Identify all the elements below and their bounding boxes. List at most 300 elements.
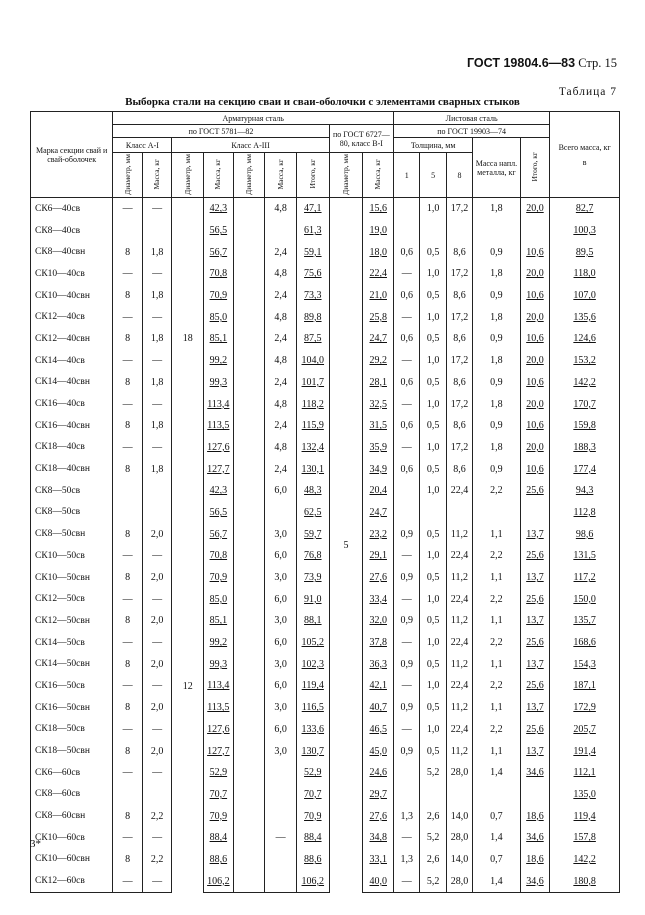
row-mark: СК16—50свн (31, 697, 113, 719)
cell-arm-total: 75,6 (296, 263, 329, 285)
cell-a1-diam: — (113, 675, 143, 697)
cell-a3-mass-2 (265, 805, 297, 827)
cell-a1-mass: 1,8 (142, 415, 172, 437)
table-row (31, 545, 620, 567)
cell-sheet-total: 20,0 (520, 437, 550, 459)
cell-a3-diam-merged: 18 (172, 198, 204, 480)
cell-arm-total: 61,3 (296, 220, 329, 242)
cell-t8: 22,4 (446, 632, 472, 654)
cell-t5 (420, 220, 446, 242)
cell-a1-diam: — (113, 762, 143, 784)
cell-t5: 0,5 (420, 241, 446, 263)
cell-b1-mass: 27,6 (363, 805, 394, 827)
cell-t8: 11,2 (446, 523, 472, 545)
row-mark: СК16—50св (31, 675, 113, 697)
cell-sheet-total (520, 784, 550, 806)
cell-t1: 0,6 (394, 285, 420, 307)
table-row (31, 198, 620, 220)
cell-sheet-total: 25,6 (520, 480, 550, 502)
cell-grand-total: 153,2 (550, 350, 620, 372)
cell-arm-total: 59,7 (296, 523, 329, 545)
row-mark: СК14—40св (31, 350, 113, 372)
cell-a3-diam-2 (233, 415, 265, 437)
cell-grand-total: 188,3 (550, 437, 620, 459)
table-row (31, 502, 620, 524)
cell-a3-mass: 88,4 (204, 827, 234, 849)
cell-t1 (394, 784, 420, 806)
cell-a1-mass: — (142, 350, 172, 372)
row-mark: СК8—50св (31, 502, 113, 524)
cell-t8 (446, 784, 472, 806)
col-gost-19903: по ГОСТ 19903—74 (394, 125, 550, 138)
cell-a3-diam-2 (233, 306, 265, 328)
cell-b1-mass: 37,8 (363, 632, 394, 654)
cell-arm-total: 88,1 (296, 610, 329, 632)
cell-weld-mass: 0,9 (473, 328, 520, 350)
cell-arm-total: 52,9 (296, 762, 329, 784)
cell-a3-diam-2 (233, 393, 265, 415)
cell-t5: 1,0 (420, 437, 446, 459)
cell-t8: 28,0 (446, 870, 472, 892)
cell-sheet-total: 13,7 (520, 610, 550, 632)
cell-sheet-total: 13,7 (520, 523, 550, 545)
cell-t5 (420, 502, 446, 524)
cell-t1: — (394, 632, 420, 654)
cell-grand-total: 124,6 (550, 328, 620, 350)
cell-a3-mass-2: 2,4 (265, 458, 297, 480)
cell-t5: 1,0 (420, 719, 446, 741)
cell-a1-mass: — (142, 198, 172, 220)
col-a1-diam (113, 153, 143, 198)
cell-b1-mass: 20,4 (363, 480, 394, 502)
table-row (31, 372, 620, 394)
cell-a3-mass-2 (265, 762, 297, 784)
cell-a1-diam: 8 (113, 610, 143, 632)
cell-sheet-total: 10,6 (520, 372, 550, 394)
cell-weld-mass: 1,8 (473, 263, 520, 285)
cell-a3-diam-2 (233, 588, 265, 610)
cell-a3-mass-2: 2,4 (265, 285, 297, 307)
cell-sheet-total: 20,0 (520, 198, 550, 220)
cell-a3-diam-2 (233, 437, 265, 459)
cell-a1-diam: 8 (113, 415, 143, 437)
cell-a1-mass: 1,8 (142, 285, 172, 307)
cell-a1-diam: — (113, 350, 143, 372)
cell-arm-total: 130,7 (296, 740, 329, 762)
cell-b1-mass: 23,2 (363, 523, 394, 545)
col-weld-mass: Масса напл. металла, кг (473, 138, 520, 198)
cell-t1: — (394, 827, 420, 849)
cell-arm-total: 88,6 (296, 849, 329, 871)
cell-a1-mass: 2,0 (142, 567, 172, 589)
table-row (31, 393, 620, 415)
cell-a3-diam-2 (233, 653, 265, 675)
b1-mass-label: Масса, кг (373, 158, 383, 190)
cell-t5: 1,0 (420, 632, 446, 654)
cell-weld-mass: 1,8 (473, 306, 520, 328)
table-body (31, 198, 620, 893)
table-title: Выборка стали на секцию сваи и сваи-оболочки с элементами сварных стыков (125, 96, 520, 108)
cell-sheet-total: 25,6 (520, 588, 550, 610)
col-t8 (446, 153, 472, 198)
cell-a1-mass: 2,0 (142, 523, 172, 545)
cell-weld-mass (473, 502, 520, 524)
cell-t5: 0,5 (420, 653, 446, 675)
cell-a1-mass: — (142, 545, 172, 567)
col-grand-total (550, 112, 620, 198)
table-row (31, 350, 620, 372)
cell-grand-total: 135,6 (550, 306, 620, 328)
cell-a1-diam: 8 (113, 849, 143, 871)
cell-t8: 22,4 (446, 719, 472, 741)
cell-weld-mass: 2,2 (473, 632, 520, 654)
cell-t8: 17,2 (446, 306, 472, 328)
cell-b1-mass: 42,1 (363, 675, 394, 697)
cell-t8: 28,0 (446, 827, 472, 849)
cell-grand-total: 112,8 (550, 502, 620, 524)
cell-a3-mass-2: 4,8 (265, 437, 297, 459)
row-mark: СК10—50св (31, 545, 113, 567)
cell-b1-mass: 32,0 (363, 610, 394, 632)
cell-a3-mass: 99,3 (204, 372, 234, 394)
cell-grand-total: 112,1 (550, 762, 620, 784)
cell-t1: — (394, 588, 420, 610)
cell-t8: 14,0 (446, 805, 472, 827)
row-mark: СК10—60свн (31, 849, 113, 871)
cell-a3-diam-2 (233, 285, 265, 307)
cell-grand-total: 177,4 (550, 458, 620, 480)
col-mark: Марка секции свай и свай-оболочек (31, 112, 113, 198)
cell-a1-mass (142, 784, 172, 806)
cell-a1-mass: 1,8 (142, 458, 172, 480)
cell-a3-mass: 113,4 (204, 393, 234, 415)
cell-t8: 8,6 (446, 415, 472, 437)
cell-t5: 0,5 (420, 415, 446, 437)
cell-a3-mass-2 (265, 784, 297, 806)
cell-t1: 0,6 (394, 328, 420, 350)
cell-a3-mass: 42,3 (204, 198, 234, 220)
cell-t8: 11,2 (446, 653, 472, 675)
cell-a1-mass: — (142, 762, 172, 784)
table-row (31, 719, 620, 741)
cell-a1-diam: — (113, 870, 143, 892)
cell-t8: 8,6 (446, 241, 472, 263)
cell-arm-total: 48,3 (296, 480, 329, 502)
cell-t5: 1,0 (420, 198, 446, 220)
col-sheet: Листовая сталь (394, 112, 550, 125)
cell-t1: 0,6 (394, 372, 420, 394)
cell-grand-total: 205,7 (550, 719, 620, 741)
cell-a3-diam-merged-2: 12 (172, 480, 204, 893)
cell-arm-total: 101,7 (296, 372, 329, 394)
cell-b1-mass: 28,1 (363, 372, 394, 394)
row-mark: СК10—60св (31, 827, 113, 849)
cell-weld-mass: 1,8 (473, 393, 520, 415)
cell-a3-diam-2 (233, 567, 265, 589)
row-mark: СК16—40св (31, 393, 113, 415)
cell-t5: 0,5 (420, 740, 446, 762)
cell-a3-diam-2 (233, 241, 265, 263)
cell-t1 (394, 480, 420, 502)
row-mark: СК12—40св (31, 306, 113, 328)
cell-sheet-total (520, 220, 550, 242)
cell-a1-mass: 2,0 (142, 653, 172, 675)
a3-diam2-label: Диаметр, мм (243, 153, 253, 195)
cell-b1-mass: 31,5 (363, 415, 394, 437)
row-mark: СК18—50св (31, 719, 113, 741)
cell-sheet-total: 20,0 (520, 306, 550, 328)
cell-grand-total: 157,8 (550, 827, 620, 849)
cell-a3-mass: 127,7 (204, 740, 234, 762)
col-armature: Арматурная сталь (113, 112, 394, 125)
table-row (31, 697, 620, 719)
cell-t8: 14,0 (446, 849, 472, 871)
cell-a1-diam: — (113, 306, 143, 328)
cell-t8: 8,6 (446, 285, 472, 307)
page-header (467, 56, 617, 71)
cell-a3-mass: 127,7 (204, 458, 234, 480)
cell-grand-total: 142,2 (550, 849, 620, 871)
cell-t8: 11,2 (446, 610, 472, 632)
cell-a3-mass-2 (265, 220, 297, 242)
cell-b1-mass: 32,5 (363, 393, 394, 415)
cell-a1-diam (113, 502, 143, 524)
cell-b1-mass: 29,2 (363, 350, 394, 372)
cell-arm-total: 47,1 (296, 198, 329, 220)
cell-a1-mass: 1,8 (142, 372, 172, 394)
col-class-a1: Класс А-I (113, 138, 172, 153)
col-a1-mass (142, 153, 172, 198)
cell-t5: 0,5 (420, 523, 446, 545)
col-b1-mass (363, 153, 394, 198)
cell-a3-mass-2: 2,4 (265, 328, 297, 350)
cell-a3-mass-2: 6,0 (265, 545, 297, 567)
cell-a3-mass-2 (265, 870, 297, 892)
cell-sheet-total: 10,6 (520, 458, 550, 480)
cell-t1 (394, 762, 420, 784)
table-row (31, 805, 620, 827)
cell-arm-total: 105,2 (296, 632, 329, 654)
cell-a1-diam: 8 (113, 328, 143, 350)
cell-sheet-total: 34,6 (520, 870, 550, 892)
cell-t5: 1,0 (420, 588, 446, 610)
cell-arm-total: 130,1 (296, 458, 329, 480)
cell-b1-mass: 35,9 (363, 437, 394, 459)
cell-t8: 11,2 (446, 567, 472, 589)
cell-t5: 5,2 (420, 827, 446, 849)
cell-arm-total: 70,9 (296, 805, 329, 827)
cell-a1-mass: 2,0 (142, 697, 172, 719)
row-mark: СК12—50св (31, 588, 113, 610)
row-mark: СК10—40св (31, 263, 113, 285)
cell-grand-total: 180,8 (550, 870, 620, 892)
row-mark: СК12—50свн (31, 610, 113, 632)
cell-a3-mass-2 (265, 502, 297, 524)
cell-t8 (446, 502, 472, 524)
cell-t5: 1,0 (420, 306, 446, 328)
steel-table (30, 111, 620, 893)
table-row (31, 740, 620, 762)
cell-t5: 0,5 (420, 567, 446, 589)
row-mark: СК8—40свн (31, 241, 113, 263)
row-mark: СК14—40свн (31, 372, 113, 394)
cell-sheet-total (520, 502, 550, 524)
cell-t5: 0,5 (420, 610, 446, 632)
cell-t1: 0,9 (394, 567, 420, 589)
cell-a3-mass-2: 3,0 (265, 740, 297, 762)
cell-t1: — (394, 870, 420, 892)
cell-a3-diam-2 (233, 632, 265, 654)
cell-t8: 22,4 (446, 545, 472, 567)
col-a3-diam-2 (233, 153, 265, 198)
cell-a3-mass: 99,3 (204, 653, 234, 675)
cell-t1: — (394, 719, 420, 741)
cell-t1: 0,9 (394, 740, 420, 762)
cell-a3-diam-2 (233, 263, 265, 285)
col-class-a3: Класс А-III (172, 138, 329, 153)
cell-t5: 1,0 (420, 263, 446, 285)
cell-a3-diam-2 (233, 697, 265, 719)
cell-a3-mass-2: 6,0 (265, 632, 297, 654)
cell-a3-mass-2: 6,0 (265, 675, 297, 697)
row-mark: СК18—40свн (31, 458, 113, 480)
cell-weld-mass: 1,1 (473, 610, 520, 632)
cell-a1-diam: — (113, 437, 143, 459)
cell-t5: 0,5 (420, 372, 446, 394)
cell-a3-mass: 113,5 (204, 697, 234, 719)
row-mark: СК10—50свн (31, 567, 113, 589)
col-thickness: Толщина, мм (394, 138, 473, 153)
cell-weld-mass: 1,1 (473, 740, 520, 762)
table-row (31, 653, 620, 675)
cell-a3-diam-2 (233, 458, 265, 480)
total-sheet-label: Итого, кг (529, 151, 539, 182)
cell-a3-mass-2: 4,8 (265, 263, 297, 285)
cell-a3-mass: 70,9 (204, 285, 234, 307)
cell-sheet-total: 10,6 (520, 328, 550, 350)
row-mark: СК8—60св (31, 784, 113, 806)
cell-a3-diam-2 (233, 719, 265, 741)
cell-a1-diam: 8 (113, 372, 143, 394)
cell-t1: 0,9 (394, 653, 420, 675)
col-b1-diam (329, 153, 363, 198)
cell-a3-diam-2 (233, 827, 265, 849)
cell-a3-diam-2 (233, 480, 265, 502)
cell-weld-mass: 1,1 (473, 653, 520, 675)
cell-a1-diam: 8 (113, 740, 143, 762)
row-mark: СК6—60св (31, 762, 113, 784)
cell-t1: — (394, 393, 420, 415)
table-row (31, 610, 620, 632)
cell-t8: 8,6 (446, 458, 472, 480)
cell-a1-diam: — (113, 393, 143, 415)
cell-t1: 0,9 (394, 523, 420, 545)
cell-t1: — (394, 545, 420, 567)
arm-total-label: Итого, кг (307, 159, 317, 189)
cell-a3-mass-2: 6,0 (265, 588, 297, 610)
cell-weld-mass: 1,8 (473, 437, 520, 459)
cell-a1-diam: 8 (113, 567, 143, 589)
cell-a1-mass: 2,2 (142, 849, 172, 871)
cell-t1: — (394, 306, 420, 328)
cell-grand-total: 89,5 (550, 241, 620, 263)
cell-a1-diam (113, 220, 143, 242)
grand-total-label: Всего масса, кг (558, 142, 611, 152)
cell-a1-mass: — (142, 675, 172, 697)
row-mark: СК18—40св (31, 437, 113, 459)
cell-b1-mass: 24,7 (363, 328, 394, 350)
cell-weld-mass: 0,9 (473, 458, 520, 480)
cell-t1: 1,3 (394, 849, 420, 871)
cell-b1-mass: 36,3 (363, 653, 394, 675)
row-mark: СК12—60св (31, 870, 113, 892)
cell-arm-total: 87,5 (296, 328, 329, 350)
cell-arm-total: 70,7 (296, 784, 329, 806)
cell-arm-total: 62,5 (296, 502, 329, 524)
cell-grand-total: 172,9 (550, 697, 620, 719)
cell-a1-diam: 8 (113, 285, 143, 307)
cell-t1 (394, 502, 420, 524)
row-mark: СК6—40св (31, 198, 113, 220)
cell-grand-total: 135,7 (550, 610, 620, 632)
table-row (31, 220, 620, 242)
cell-a1-diam: 8 (113, 458, 143, 480)
cell-weld-mass: 1,4 (473, 870, 520, 892)
a3-diam-label: Диаметр, мм (182, 153, 192, 195)
cell-a3-mass: 88,6 (204, 849, 234, 871)
cell-sheet-total: 20,0 (520, 350, 550, 372)
row-mark: СК8—40св (31, 220, 113, 242)
table-row (31, 306, 620, 328)
cell-weld-mass: 0,7 (473, 805, 520, 827)
cell-t1: — (394, 350, 420, 372)
cell-t8: 11,2 (446, 740, 472, 762)
cell-a1-mass: — (142, 437, 172, 459)
cell-sheet-total: 25,6 (520, 632, 550, 654)
cell-a1-diam: — (113, 827, 143, 849)
cell-weld-mass: 1,1 (473, 523, 520, 545)
cell-weld-mass: 1,1 (473, 567, 520, 589)
cell-a1-mass: — (142, 393, 172, 415)
table-row (31, 263, 620, 285)
cell-arm-total: 73,9 (296, 567, 329, 589)
cell-a3-diam-2 (233, 502, 265, 524)
cell-a3-mass-2: 3,0 (265, 653, 297, 675)
row-mark: СК14—50свн (31, 653, 113, 675)
cell-b1-diam-merged: 5 (329, 198, 363, 893)
cell-a1-diam: 8 (113, 697, 143, 719)
cell-t8: 22,4 (446, 480, 472, 502)
row-mark: СК18—50свн (31, 740, 113, 762)
cell-a3-diam-2 (233, 545, 265, 567)
cell-t5: 2,6 (420, 849, 446, 871)
cell-a3-mass: 70,8 (204, 545, 234, 567)
cell-a1-mass: — (142, 632, 172, 654)
cell-grand-total: 187,1 (550, 675, 620, 697)
cell-a3-mass-2: 6,0 (265, 719, 297, 741)
cell-grand-total: 107,0 (550, 285, 620, 307)
cell-a1-mass (142, 502, 172, 524)
cell-a3-mass: 127,6 (204, 719, 234, 741)
row-mark: СК14—50св (31, 632, 113, 654)
cell-a3-mass-2: 4,8 (265, 350, 297, 372)
cell-weld-mass: 2,2 (473, 719, 520, 741)
cell-b1-mass: 27,6 (363, 567, 394, 589)
cell-a1-diam: 8 (113, 653, 143, 675)
cell-a1-mass: 2,2 (142, 805, 172, 827)
cell-t5: 1,0 (420, 480, 446, 502)
cell-grand-total: 100,3 (550, 220, 620, 242)
